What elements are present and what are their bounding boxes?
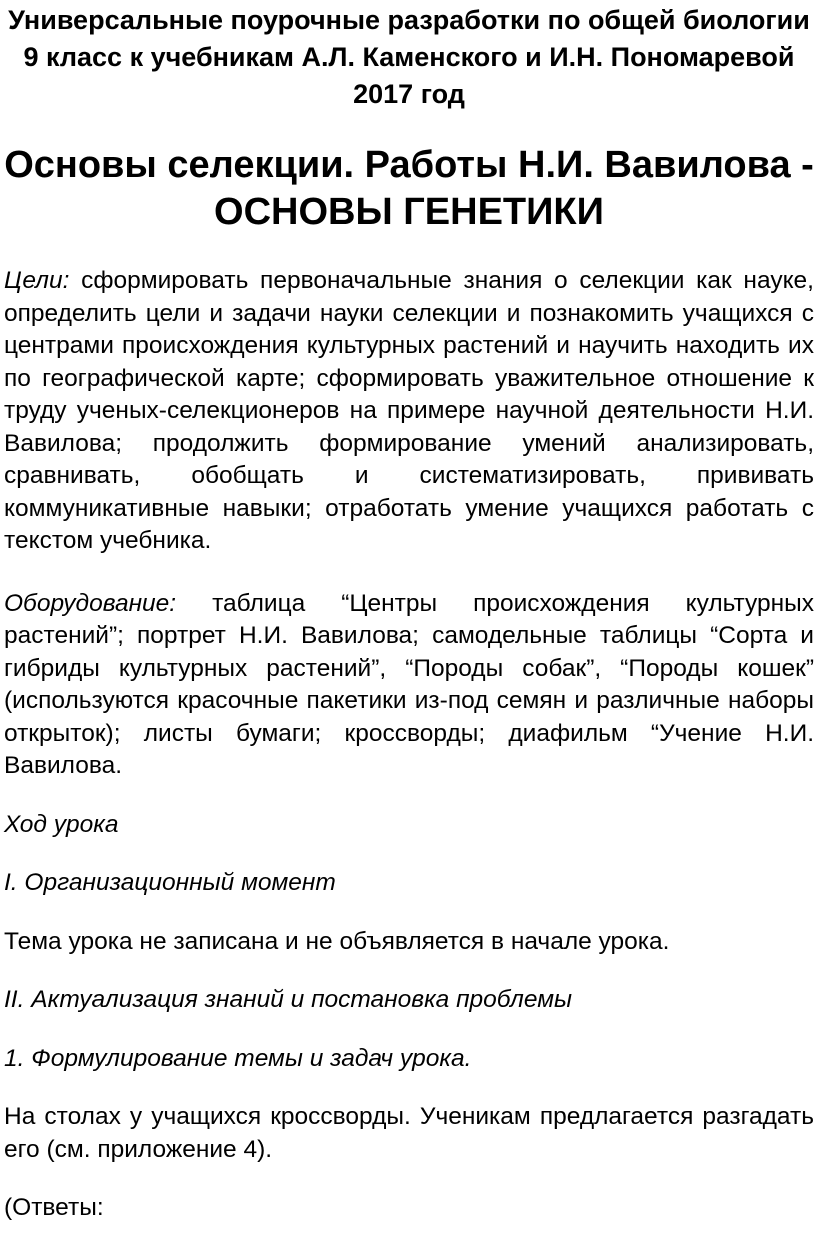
equipment-paragraph: [4, 588, 814, 783]
topic-note: Тема урока не записана и не объявляется в начале урока.: [4, 927, 670, 955]
subsection-1-heading: 1. Формулирование темы и задач урока.: [4, 1044, 472, 1072]
goals-text: сформировать первоначальные знания о селекции как науке, определить цели и задачи науки селекции и познакомить учащихся с центрами происхождения культурных растений и научить находить их по географической карте; сформировать уважительное отношение к труду ученых-селекционеров на примере научной деятельности Н.И. Вавилова; продолжить формирование умений анализировать, сравнивать, обобщать и систематизировать, прививать коммуникативные навыки; отработать умение учащихся работать с текстом учебника.: [4, 267, 814, 554]
crossword-paragraph: На столах у учащихся кроссворды. Ученикам предлагается разгадать его (см. приложение 4).: [4, 1103, 814, 1163]
section-2-heading: II. Актуализация знаний и постановка проблемы: [4, 986, 573, 1013]
section-1-heading: I. Организационный момент: [4, 869, 336, 896]
answers-paragraph: (Ответы:: [4, 1194, 104, 1221]
lesson-title: Основы селекции. Работы Н.И. Вавилова - ОСНОВЫ ГЕНЕТИКИ: [4, 144, 814, 233]
lesson-flow-heading: Ход урока: [4, 810, 119, 838]
goals-label: Цели:: [4, 267, 70, 294]
equipment-label: Оборудование:: [4, 589, 177, 617]
equipment-text: таблица “Центры происхождения культурных растений”; портрет Н.И. Вавилова; самодельные таблицы “Сорта и гибриды культурных растений”, “Породы собак”, “Породы кошек” (используются красочные пакетики из-под семян и различные наборы открыток); листы бумаги; кроссворды; диафильм “Учение Н.И. Вавилова.: [4, 589, 814, 779]
goals-paragraph: [4, 265, 814, 558]
book-title: Универсальные поурочные разработки по общей биологии 9 класс к учебникам А.Л. Каменского и И.Н. Пономаревой 2017 год: [8, 5, 810, 109]
